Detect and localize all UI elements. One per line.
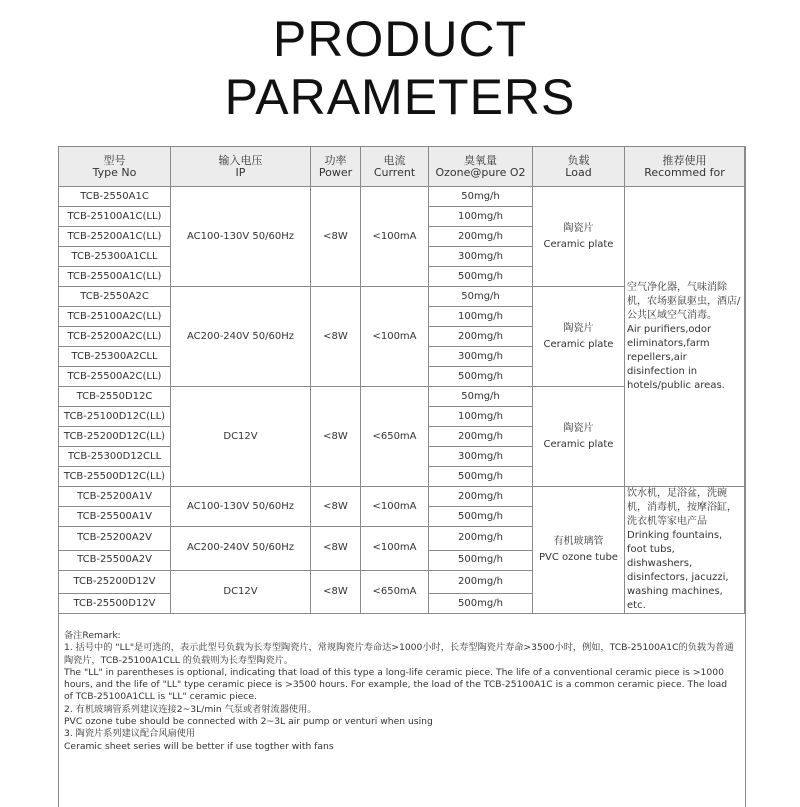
type-cell: TCB-25300A2CLL — [59, 347, 171, 367]
type-cell: TCB-25200A1V — [59, 487, 171, 507]
table-row — [59, 487, 745, 507]
voltage-cell: DC12V — [171, 387, 311, 487]
ozone-cell: 500mg/h — [429, 507, 533, 527]
ozone-cell: 200mg/h — [429, 487, 533, 507]
recommend-cell-2: 饮水机，足浴盆，洗碗机，消毒机，按摩浴缸，洗衣机等家电产品 Drinking fountains, foot tubs, dishwashers, disinfectors, jacuzzi, washing machines, etc. — [625, 487, 745, 614]
ozone-cell: 200mg/h — [429, 570, 533, 594]
ozone-cell: 50mg/h — [429, 387, 533, 407]
ozone-cell: 200mg/h — [429, 427, 533, 447]
current-cell: <650mA — [361, 387, 429, 487]
header-type: 型号 Type No — [59, 147, 171, 187]
header-power: 功率 Power — [311, 147, 361, 187]
power-cell: <8W — [311, 287, 361, 387]
current-cell: <100mA — [361, 527, 429, 571]
type-cell: TCB-25100A1C(LL) — [59, 207, 171, 227]
ozone-cell: 300mg/h — [429, 347, 533, 367]
type-cell: TCB-25300A1CLL — [59, 247, 171, 267]
ozone-cell: 200mg/h — [429, 227, 533, 247]
current-cell: <100mA — [361, 487, 429, 527]
current-cell: <100mA — [361, 287, 429, 387]
header-current: 电流 Current — [361, 147, 429, 187]
power-cell: <8W — [311, 487, 361, 527]
page-title-line-2: PARAMETERS — [224, 69, 576, 125]
voltage-cell: AC200-240V 50/60Hz — [171, 287, 311, 387]
table-row — [59, 187, 745, 207]
load-cell: 陶瓷片 Ceramic plate — [533, 287, 625, 387]
ozone-cell: 500mg/h — [429, 467, 533, 487]
type-cell: TCB-25100D12C(LL) — [59, 407, 171, 427]
power-cell: <8W — [311, 387, 361, 487]
ozone-cell: 50mg/h — [429, 287, 533, 307]
ozone-cell: 300mg/h — [429, 247, 533, 267]
type-cell: TCB-25500D12C(LL) — [59, 467, 171, 487]
current-cell: <650mA — [361, 570, 429, 614]
remark-section — [64, 630, 734, 753]
power-cell: <8W — [311, 187, 361, 287]
type-cell: TCB-25200A2C(LL) — [59, 327, 171, 347]
type-cell: TCB-25500A1V — [59, 507, 171, 527]
voltage-cell: AC200-240V 50/60Hz — [171, 527, 311, 571]
page-title-line-1: PRODUCT — [272, 11, 528, 67]
type-cell: TCB-25500A1C(LL) — [59, 267, 171, 287]
remark-note-1-en: The "LL" in parentheses is optional, indicating that load of this type a long-life ceramic piece. The life of a conventional ceramic piece is >1000 hours, and the life of "LL" type ceramic piece is >3500 hours. For example, the load of the TCB-25100A1C is a common ceramic piece. The load of TCB-25100A1CLL is "LL" ceramic piece. — [64, 666, 728, 703]
parameter-table — [58, 146, 745, 614]
remark-note-2-en: PVC ozone tube should be connected with 2~3L air pump or venturi when using — [64, 716, 433, 728]
voltage-cell: AC100-130V 50/60Hz — [171, 187, 311, 287]
type-cell: TCB-25500A2C(LL) — [59, 367, 171, 387]
header-voltage: 输入电压 IP — [171, 147, 311, 187]
remark-note-1-cn: 1. 括号中的 "LL"是可选的，表示此型号负载为长寿型陶瓷片，常规陶瓷片寿命达>1000小时，长寿型陶瓷片寿命>3500小时，例如，TCB-25100A1C的负载为普通陶瓷片，TCB-25100A1CLL 的负载则为长寿型陶瓷片。 — [64, 642, 734, 666]
header-ozone: 臭氧量 Ozone@pure O2 — [429, 147, 533, 187]
current-cell: <100mA — [361, 187, 429, 287]
type-cell: TCB-25200D12C(LL) — [59, 427, 171, 447]
recommend-cell-1: 空气净化器，气味消除机，农场驱鼠驱虫，酒店/公共区域空气消毒。 Air purifiers,odor eliminators,farm repellers,air disinfection in hotels/public areas. — [625, 187, 745, 487]
table-header-row — [59, 147, 745, 187]
remark-note-2-cn: 2. 有机玻璃管系列建议连接2~3L/min 气泵或者射流器使用。 — [64, 703, 317, 715]
ozone-cell: 500mg/h — [429, 367, 533, 387]
ozone-cell: 50mg/h — [429, 187, 533, 207]
type-cell: TCB-25200A1C(LL) — [59, 227, 171, 247]
ozone-cell: 200mg/h — [429, 327, 533, 347]
type-cell: TCB-2550D12C — [59, 387, 171, 407]
ozone-cell: 500mg/h — [429, 594, 533, 614]
type-cell: TCB-25300D12CLL — [59, 447, 171, 467]
power-cell: <8W — [311, 527, 361, 571]
header-recommend: 推荐使用 Recommed for — [625, 147, 745, 187]
load-cell: 陶瓷片 Ceramic plate — [533, 187, 625, 287]
type-cell: TCB-25500A2V — [59, 550, 171, 570]
ozone-cell: 500mg/h — [429, 267, 533, 287]
voltage-cell: DC12V — [171, 570, 311, 614]
remark-note-3-cn: 3. 陶瓷片系列建议配合风扇使用 — [64, 728, 196, 740]
ozone-cell: 100mg/h — [429, 307, 533, 327]
ozone-cell: 300mg/h — [429, 447, 533, 467]
type-cell: TCB-25200A2V — [59, 527, 171, 551]
ozone-cell: 100mg/h — [429, 207, 533, 227]
ozone-cell: 100mg/h — [429, 407, 533, 427]
remark-note-3-en: Ceramic sheet series will be better if use togther with fans — [64, 740, 334, 752]
power-cell: <8W — [311, 570, 361, 614]
type-cell: TCB-25100A2C(LL) — [59, 307, 171, 327]
type-cell: TCB-2550A1C — [59, 187, 171, 207]
remark-heading: 备注Remark: — [64, 630, 121, 641]
ozone-cell: 200mg/h — [429, 527, 533, 551]
voltage-cell: AC100-130V 50/60Hz — [171, 487, 311, 527]
ozone-cell: 500mg/h — [429, 550, 533, 570]
type-cell: TCB-2550A2C — [59, 287, 171, 307]
type-cell: TCB-25500D12V — [59, 594, 171, 614]
type-cell: TCB-25200D12V — [59, 570, 171, 594]
load-cell: 有机玻璃管 PVC ozone tube — [533, 487, 625, 614]
load-cell: 陶瓷片 Ceramic plate — [533, 387, 625, 487]
header-load: 负载 Load — [533, 147, 625, 187]
